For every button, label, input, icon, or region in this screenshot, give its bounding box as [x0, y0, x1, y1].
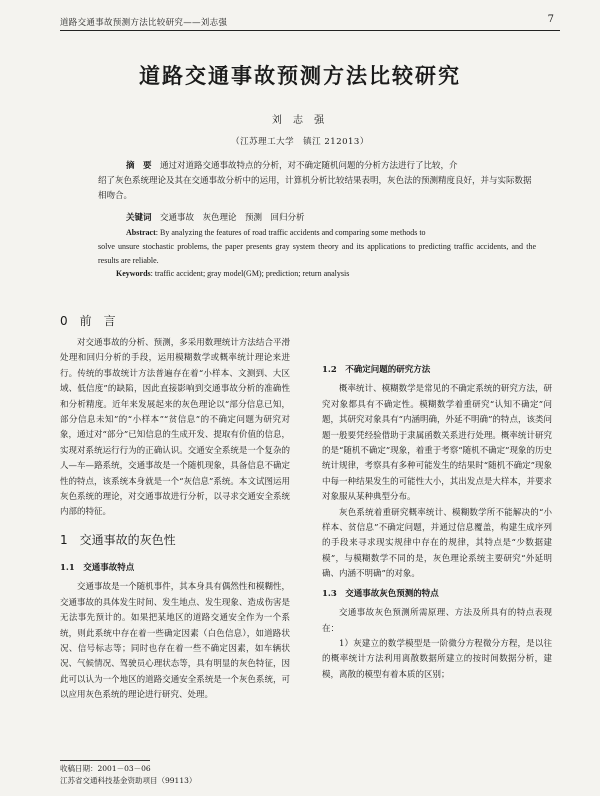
keywords-en [116, 269, 349, 278]
continued-text-spacer [322, 298, 552, 359]
section-1-1-paragraph: 交通事故是一个随机事件，其本身具有偶然性和模糊性，交通事故的具体发生时间、发生地点、发生现象、造成伤害是无法事先预计的。如果把某地区的道路交通安全作为一个系统，则此系统中存在着一些确定因素（白色信息），如道路状况、信号标志等；同时也存在着一些不确定因素，如车辆状况、气候情况、驾驶员心理状态等，具有明显的灰色特征，因此可以认为一个地区的道路交通安全系统是一个灰色系统，可以应用灰色系统的理论进行研究、处理。 [60, 582, 290, 701]
section-1-2-heading: 1.2 不确定问题的研究方法 [322, 365, 431, 375]
abstract-cn-label: 摘 要 [126, 161, 152, 171]
section-1-3-paragraph-1: 交通事故灰色预测所需原理、方法及所具有的特点表现在： [322, 608, 552, 634]
section-1-2-paragraph-1: 概率统计、模糊数学是常见的不确定系统的研究方法，研究对象都具有不确定性。模糊数学着重研究“认知不确定”问题，其研究对象具有“内涵明确，外延不明确”的特点，该类问题一般要凭经验借助于隶属函数关系进行处理。概率统计研究的是“随机不确定”现象，着重于考察“随机不确定”现象的历史统计规律，考察具有多种可能发生的结果时“随机不确定”现象中每一种结果发生的可能性大小，其出发点是大样本，并要求对象服从某种典型分布。 [322, 384, 552, 503]
section-1-2-paragraph-2: 灰色系统着重研究概率统计、模糊数学所不能解决的“小样本、贫信息”不确定问题，并通过信息覆盖，构建生成序列的手段来寻求现实规律中存在的规律，其特点是“少数据建模”，与模糊数学不同的是，灰色理论系统主要研究“外延明确、内涵不明确”的对象。 [322, 507, 552, 580]
right-column [322, 298, 552, 683]
abstract-en [98, 226, 536, 268]
section-1-3-heading: 1.3 交通事故灰色预测的特点 [322, 588, 439, 599]
affiliation: （江苏理工大学 镇江 212013） [231, 137, 369, 147]
article-title: 道路交通事故预测方法比较研究 [139, 64, 461, 88]
abstract-en-rest: solve unsure stochastic problems, the paper presents gray system theory and its applications to predicting traffic accidents, and the results are reliable. [98, 242, 536, 265]
section-0-heading: 0 前 言 [60, 314, 116, 328]
running-header [60, 14, 560, 31]
section-0-paragraph: 对交通事故的分析、预测，多采用数理统计方法结合平滑处理和回归分析的手段，运用模糊数学或概率统计理论来进行。传统的事故统计方法普遍存在着“小样本、文测到、大区域、低信度”的缺陷，因此直接影响到交通事故分析的准确性和分析精度。近年来发展起来的灰色理论以“部分信息已知，部分信息未知”的“小样本”“贫信息”的不确定问题为研究对象，通过对“部分”已知信息的生成开发、提取有价值的信息，实现对系统运行行为的正确认识。交通安全系统是一个复杂的人—车—路系统，交通事故是一个随机现象，具备信息不确定性的特点，该系统本身就是一个“灰信息”系统。本文试图运用灰色系统的理论，对交通事故进行分析，以寻求交通安全系统内部的特征。 [60, 338, 290, 518]
keywords-cn-label: 关键词 [126, 213, 152, 223]
abstract-en-label: Abstract [126, 228, 156, 237]
footnote [60, 763, 196, 787]
keywords-en-text: : traffic accident; gray model(GM); prediction; return analysis [150, 269, 350, 278]
abstract-cn-lead: 通过对道路交通事故特点的分析，对不确定随机问题的分析方法进行了比较，介 [160, 161, 458, 171]
section-1-heading: 1 交通事故的灰色性 [60, 532, 176, 547]
page-number: 7 [547, 14, 554, 25]
keywords-cn [126, 211, 305, 223]
abstract-cn [98, 159, 536, 204]
section-1-3-paragraph-2: 1）灰建立的数学模型是一阶微分方程微分方程，是以往的概率统计方法利用离散数据所建立的按时间数据分析，建模，离散的模型有着本质的区别； [322, 638, 552, 680]
footnote-divider [60, 760, 150, 761]
author: 刘 志 强 [271, 115, 329, 126]
left-column [60, 312, 290, 704]
keywords-cn-text: 交通事故 灰色理论 预测 回归分析 [160, 213, 305, 223]
keywords-en-label: Keywords [116, 269, 151, 278]
footnote-received: 收稿日期：2001－03－06 [60, 764, 151, 773]
abstract-en-lead: : By analyzing the features of road traffic accidents and comparing some methods to [155, 228, 426, 237]
journal-title: 道路交通事故预测方法比较研究——刘志强 [60, 18, 228, 28]
section-1-1-heading: 1.1 交通事故特点 [60, 562, 135, 573]
footnote-funding: 江苏省交通科技基金资助项目（99113） [60, 776, 197, 785]
abstract-cn-rest: 绍了灰色系统理论及其在交通事故分析中的运用，计算机分析比较结果表明，灰色法的预测精度良好，并与实际数据相吻合。 [98, 176, 532, 201]
